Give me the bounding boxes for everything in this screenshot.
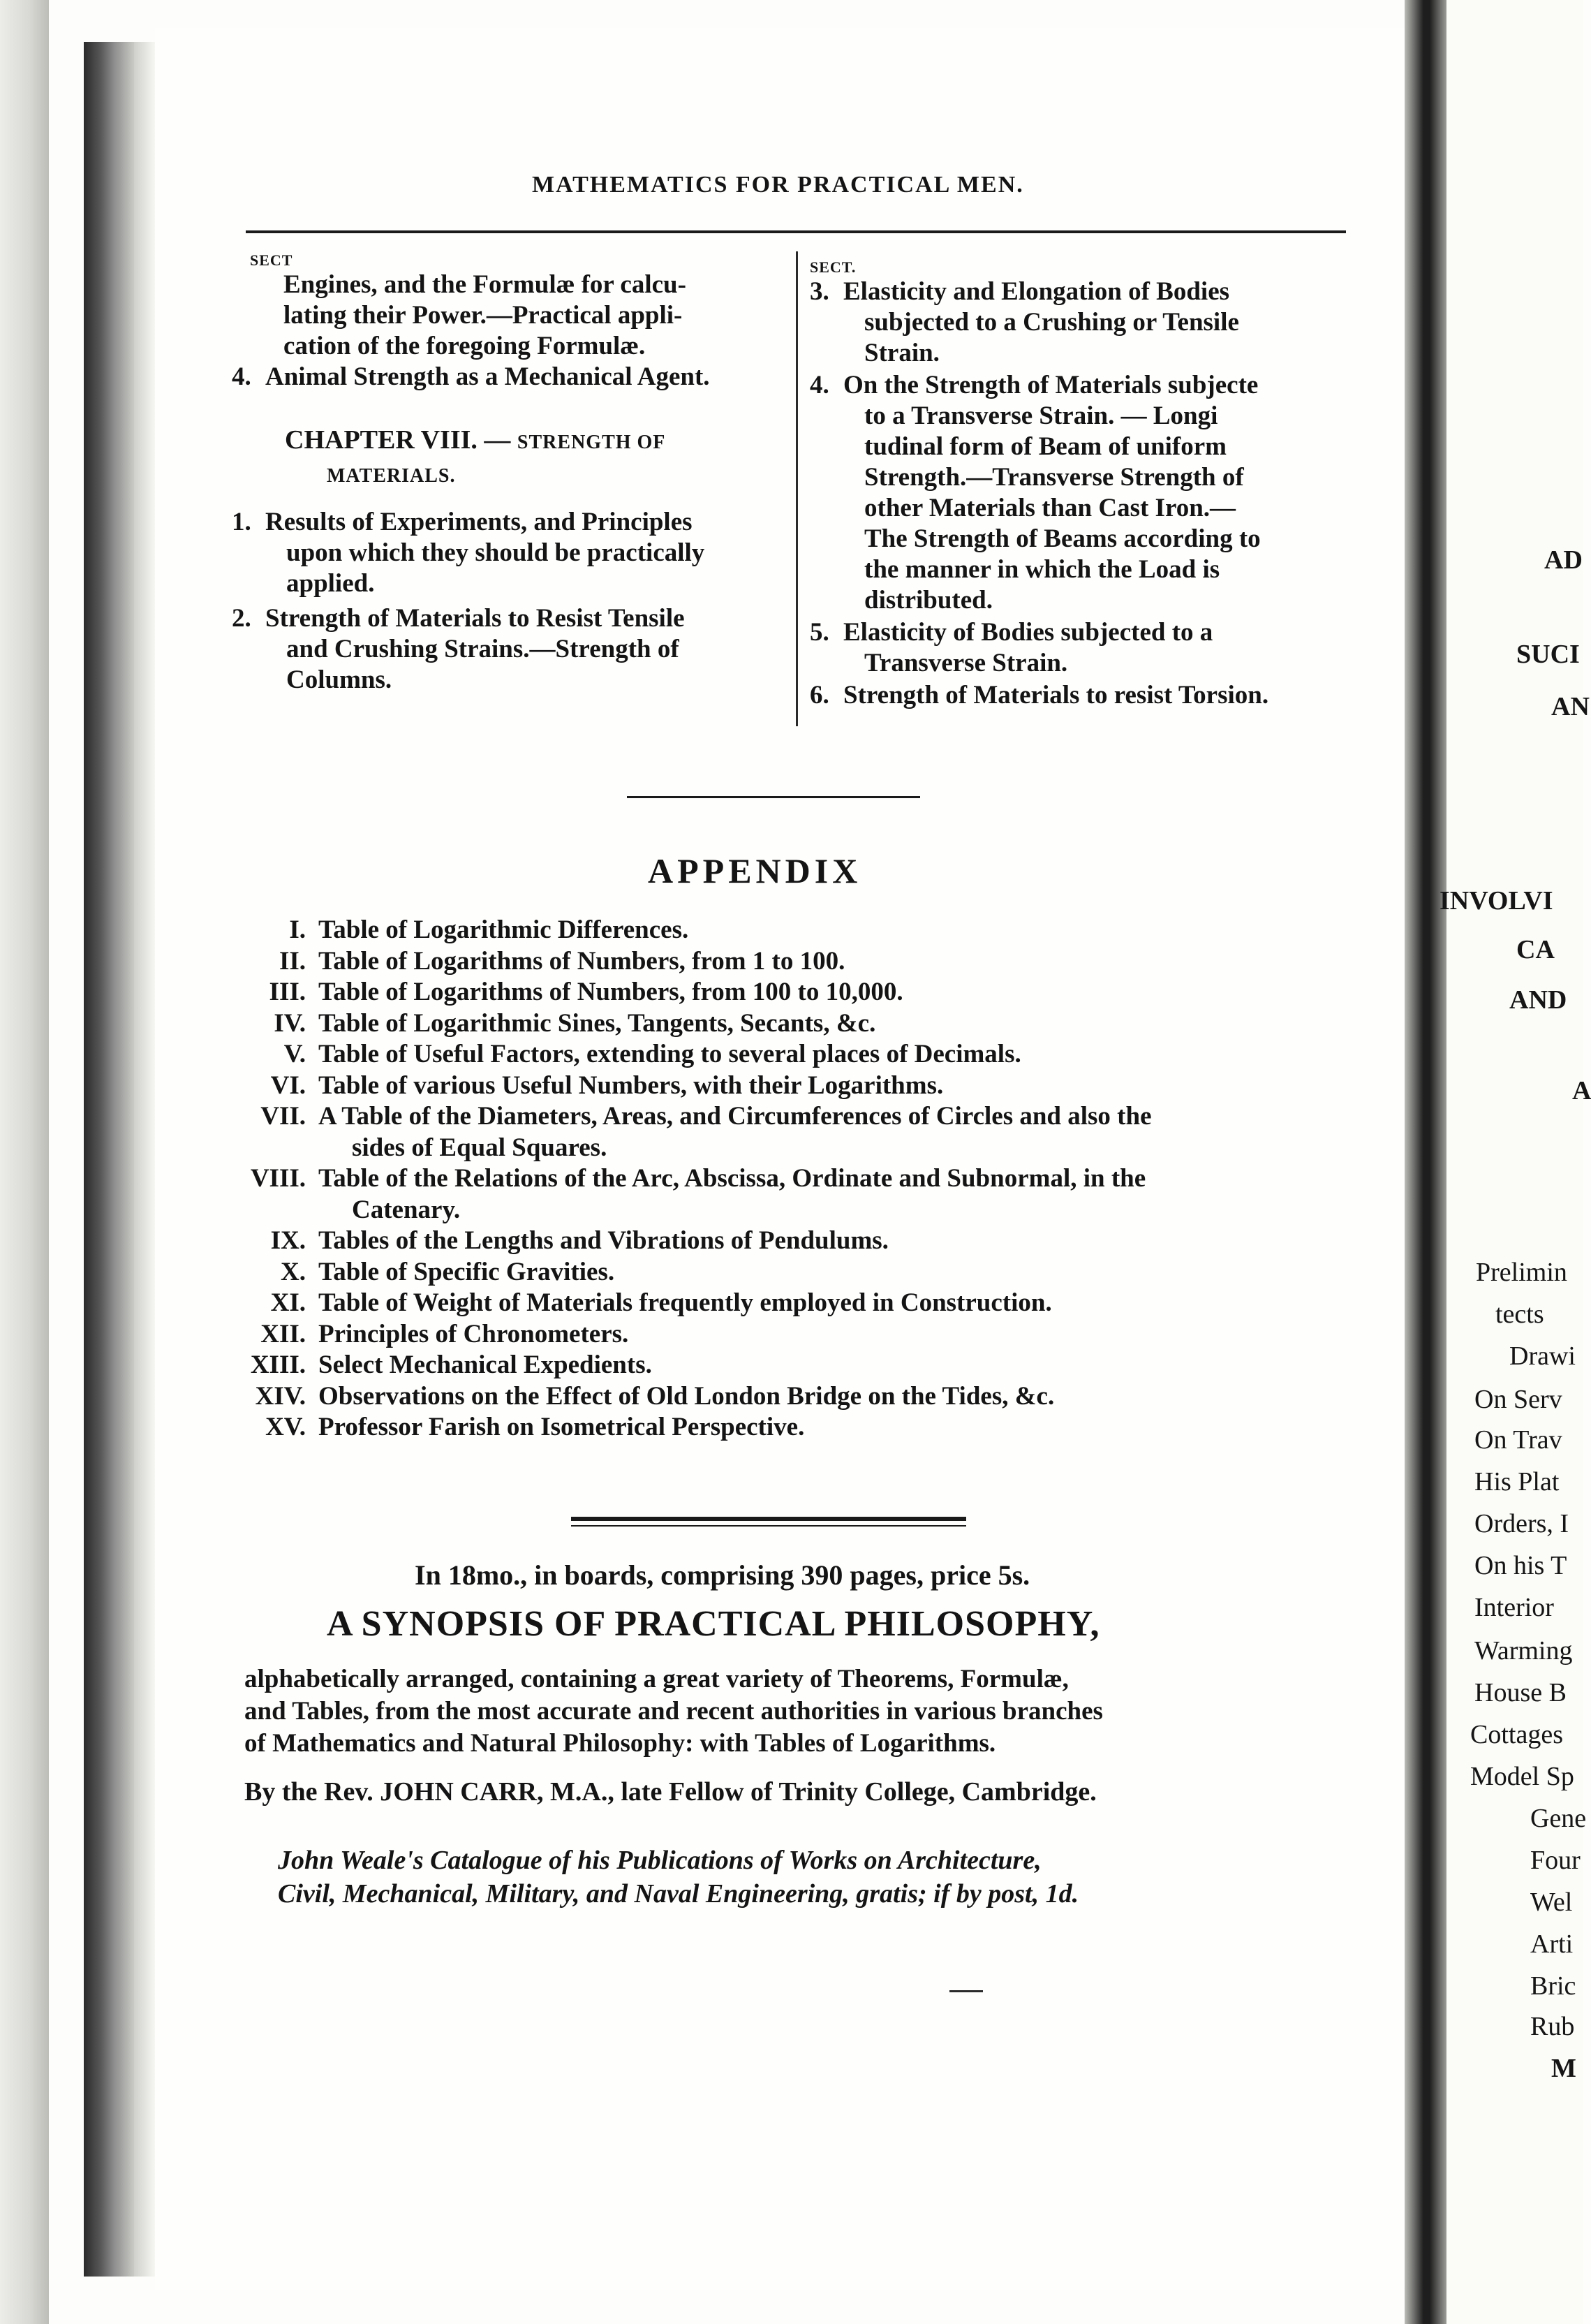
facing-page-text: AN — [1551, 692, 1590, 721]
double-rule-bottom — [571, 1525, 966, 1527]
facing-page-text: A — [1572, 1076, 1591, 1105]
catalogue-line: Civil, Mechanical, Military, and Naval Engineering, gratis; if by post, 1d. — [278, 1879, 1079, 1909]
toc-entry-line: applied. — [286, 569, 375, 598]
left-top-entries — [232, 270, 794, 392]
appendix-item-line: Table of Specific Gravities. — [318, 1257, 615, 1286]
toc-entry-line: Strength of Materials to Resist Tensile — [265, 604, 685, 633]
appendix-item-number: VIII. — [250, 1164, 306, 1193]
appendix-item-number: V. — [283, 1040, 306, 1068]
toc-entry — [810, 680, 1347, 711]
toc-entry-line: Elasticity of Bodies subjected to a — [843, 618, 1213, 647]
facing-page-text: On Serv — [1474, 1385, 1562, 1414]
toc-entry-line: and Crushing Strains.—Strength of — [286, 635, 679, 663]
appendix-item-number: VII. — [260, 1102, 306, 1131]
appendix-item — [223, 1101, 1354, 1163]
appendix-item-line: Select Mechanical Expedients. — [318, 1351, 652, 1379]
facing-page-text: Orders, I — [1474, 1509, 1569, 1538]
appendix-item — [223, 915, 1354, 946]
chapter-title-line2: MATERIALS. — [327, 465, 456, 487]
facing-page-text: Arti — [1530, 1929, 1574, 1959]
facing-page-text: Bric — [1530, 1971, 1576, 2001]
toc-entry-text — [265, 507, 794, 599]
toc-entry-number: 6. — [810, 681, 829, 709]
toc-entry-line: other Materials than Cast Iron.— — [864, 494, 1236, 522]
facing-page-text: His Plat — [1474, 1467, 1560, 1496]
toc-entry-line: Transverse Strain. — [864, 649, 1068, 677]
toc-entry-line: Elasticity and Elongation of Bodies — [843, 277, 1230, 306]
scan-margin — [0, 0, 49, 2324]
facing-page-text: On his T — [1474, 1551, 1567, 1580]
appendix-item-text — [318, 1008, 1354, 1040]
advert-description-line: of Mathematics and Natural Philosophy: with Tables of Logarithms. — [244, 1729, 996, 1758]
running-head: MATHEMATICS FOR PRACTICAL MEN. — [532, 172, 1024, 198]
appendix-item-number: XIV. — [255, 1381, 306, 1411]
chapter-number: CHAPTER VIII. — [285, 425, 478, 455]
appendix-item-text — [318, 977, 1354, 1008]
appendix-item-line: Table of the Relations of the Arc, Abscissa, Ordinate and Subnormal, in the — [318, 1164, 1146, 1193]
appendix-item-number: III. — [269, 978, 306, 1006]
sect-label-right: SECT. — [810, 258, 857, 276]
appendix-item-text — [318, 1226, 1354, 1257]
toc-entry-number: 2. — [232, 604, 251, 633]
toc-entry — [810, 370, 1347, 616]
toc-entry-line: Strength of Materials to resist Torsion. — [843, 681, 1269, 709]
toc-entry-text: Engines, and the Formulæ for calcu- — [283, 270, 686, 299]
appendix-item — [223, 1412, 1354, 1443]
toc-entry-line: distributed. — [864, 586, 993, 615]
toc-entry-text: Animal Strength as a Mechanical Agent. — [265, 362, 710, 391]
appendix-item-text — [318, 1288, 1354, 1319]
facing-page-text: Wel — [1530, 1888, 1573, 1917]
chapter-heading — [285, 425, 794, 492]
appendix-item — [223, 946, 1354, 978]
toc-entry-line: tudinal form of Beam of uniform — [864, 432, 1227, 461]
catalogue-notice — [278, 1844, 1339, 1911]
advert-format-line: In 18mo., in boards, comprising 390 pages, price 5s. — [415, 1559, 1030, 1591]
toc-entry-line: On the Strength of Materials subjecte — [843, 371, 1259, 399]
toc-entry-text — [843, 617, 1347, 679]
toc-entry — [232, 507, 794, 599]
appendix-item-line: Table of Useful Factors, extending to several places of Decimals. — [318, 1040, 1021, 1068]
facing-page-text: On Trav — [1474, 1425, 1562, 1455]
appendix-item-text — [318, 1350, 1354, 1381]
toc-entry-number: 1. — [232, 508, 251, 536]
toc-entry-number — [250, 331, 283, 362]
appendix-item — [223, 1071, 1354, 1102]
facing-page-text: Drawi — [1509, 1341, 1576, 1371]
toc-entry-text: cation of the foregoing Formulæ. — [283, 332, 646, 360]
toc-entry-line: the manner in which the Load is — [864, 555, 1220, 584]
section-rule — [627, 796, 920, 798]
advert-author: By the Rev. JOHN CARR, M.A., late Fellow of Trinity College, Cambridge. — [244, 1777, 1097, 1807]
appendix-item-number: IV. — [274, 1008, 306, 1038]
toc-entry-line: subjected to a Crushing or Tensile — [864, 308, 1239, 337]
appendix-item — [223, 1226, 1354, 1257]
appendix-item — [223, 977, 1354, 1008]
appendix-title: APPENDIX — [648, 851, 862, 890]
toc-entry — [250, 270, 794, 300]
toc-entry-line: upon which they should be practically — [286, 538, 705, 567]
small-dash-ornament — [949, 1990, 983, 1992]
column-divider — [796, 251, 798, 726]
appendix-item-number: XII. — [260, 1319, 306, 1348]
appendix-item-line: Table of Weight of Materials frequently employed in Construction. — [318, 1288, 1052, 1317]
appendix-item-text — [318, 1163, 1354, 1226]
facing-page-text: Model Sp — [1470, 1762, 1574, 1791]
toc-left-column — [232, 251, 794, 700]
appendix-list — [223, 915, 1354, 1443]
advert-description-line: and Tables, from the most accurate and recent authorities in various branches — [244, 1697, 1103, 1726]
facing-page-text: M — [1551, 2054, 1576, 2083]
toc-entry-number — [250, 300, 283, 331]
toc-entry — [232, 603, 794, 696]
toc-entry-number: 3. — [810, 277, 829, 306]
toc-entry — [810, 617, 1347, 679]
toc-entry — [232, 362, 794, 392]
toc-entry-text: lating their Power.—Practical appli- — [283, 301, 683, 330]
appendix-item-number: X. — [281, 1257, 306, 1286]
facing-page-text: Interior — [1474, 1593, 1554, 1622]
facing-page-text: Warming — [1474, 1636, 1573, 1665]
appendix-item-text — [318, 1039, 1354, 1071]
appendix-item-line: Table of various Useful Numbers, with their Logarithms. — [318, 1071, 944, 1100]
appendix-item-line: Principles of Chronometers. — [318, 1319, 629, 1348]
advert-description-line: alphabetically arranged, containing a great variety of Theorems, Formulæ, — [244, 1665, 1069, 1693]
advert-description — [244, 1663, 1333, 1760]
appendix-item-text — [318, 1071, 1354, 1102]
facing-page-text: Rub — [1530, 2012, 1575, 2041]
toc-entry-number: 4. — [232, 362, 251, 391]
facing-page-text: tects — [1495, 1300, 1544, 1329]
toc-entry — [250, 300, 794, 331]
appendix-item-text — [318, 1381, 1354, 1413]
appendix-item-text — [318, 1101, 1354, 1163]
appendix-item — [223, 1288, 1354, 1319]
book-spine-shadow — [84, 42, 134, 2277]
appendix-item — [223, 1008, 1354, 1040]
facing-page-text: SUCI — [1516, 640, 1580, 669]
appendix-item-line: Tables of the Lengths and Vibrations of Pendulums. — [318, 1226, 889, 1255]
facing-page-text: AND — [1509, 985, 1567, 1015]
appendix-item-number: XI. — [270, 1288, 306, 1317]
appendix-item-text — [318, 915, 1354, 946]
toc-entry-number — [250, 270, 283, 300]
facing-page-text: Cottages — [1470, 1720, 1563, 1749]
double-rule-top — [571, 1517, 966, 1521]
toc-entry-line: The Strength of Beams according to — [864, 524, 1261, 553]
header-rule — [246, 230, 1346, 233]
page-edge — [134, 42, 155, 2277]
facing-page-text: INVOLVI — [1440, 886, 1553, 915]
appendix-item — [223, 1039, 1354, 1071]
appendix-item-line: A Table of the Diameters, Areas, and Circumferences of Circles and also the — [318, 1102, 1152, 1131]
appendix-item-number: VI. — [270, 1071, 306, 1100]
toc-right-column — [810, 258, 1347, 712]
facing-page-text: CA — [1516, 935, 1555, 964]
toc-entry-number: 4. — [810, 371, 829, 399]
appendix-item-continuation: Catenary. — [352, 1195, 461, 1224]
appendix-item-number: XIII. — [250, 1351, 306, 1379]
appendix-item-line: Table of Logarithms of Numbers, from 1 to 100. — [318, 946, 845, 976]
appendix-item-number: IX. — [270, 1226, 306, 1255]
sect-label-left: SECT — [250, 251, 293, 269]
appendix-item-continuation: sides of Equal Squares. — [352, 1133, 607, 1162]
toc-entry-line: Strength.—Transverse Strength of — [864, 463, 1244, 492]
toc-entry-number: 5. — [810, 618, 829, 647]
toc-entry-text — [265, 603, 794, 696]
appendix-item-line: Table of Logarithmic Sines, Tangents, Secants, &c. — [318, 1008, 876, 1038]
chapter-dash: — — [477, 425, 517, 455]
facing-page-fragment — [1440, 0, 1591, 2324]
appendix-item — [223, 1350, 1354, 1381]
appendix-item-line: Observations on the Effect of Old London Bridge on the Tides, &c. — [318, 1381, 1055, 1411]
facing-page-text: Prelimin — [1476, 1258, 1567, 1287]
left-bottom-entries — [232, 507, 794, 696]
toc-entry-line: Strain. — [864, 339, 940, 367]
appendix-item-line: Table of Logarithmic Differences. — [318, 915, 689, 944]
advert-title: A SYNOPSIS OF PRACTICAL PHILOSOPHY, — [327, 1604, 1100, 1644]
appendix-item-line: Table of Logarithms of Numbers, from 100 to 10,000. — [318, 978, 903, 1006]
appendix-item-line: Professor Farish on Isometrical Perspective. — [318, 1413, 805, 1441]
appendix-item — [223, 1319, 1354, 1351]
appendix-item-number: II. — [279, 946, 306, 976]
appendix-item — [223, 1257, 1354, 1288]
facing-page-text: House B — [1474, 1678, 1567, 1707]
appendix-item-number: XV. — [265, 1413, 306, 1441]
chapter-title-line1: STRENGTH OF — [517, 432, 666, 453]
facing-page-text: Four — [1530, 1846, 1581, 1875]
toc-entry — [810, 277, 1347, 369]
catalogue-line: John Weale's Catalogue of his Publications of Works on Architecture, — [278, 1846, 1042, 1875]
appendix-item-number: I. — [289, 915, 306, 944]
toc-entry — [250, 331, 794, 362]
appendix-item-text — [318, 1257, 1354, 1288]
appendix-item-text — [318, 946, 1354, 978]
appendix-item-text — [318, 1412, 1354, 1443]
facing-page-text: AD — [1544, 545, 1583, 575]
center-gutter — [1405, 0, 1446, 2324]
facing-page-text: Gene — [1530, 1804, 1587, 1833]
toc-entry-text — [843, 370, 1347, 616]
right-entries — [810, 277, 1347, 711]
appendix-item-text — [318, 1319, 1354, 1351]
toc-entry-text — [843, 680, 1347, 711]
toc-entry-line: Columns. — [286, 665, 392, 694]
toc-entry-line: to a Transverse Strain. — Longi — [864, 402, 1218, 430]
toc-entry-line: Results of Experiments, and Principles — [265, 508, 693, 536]
appendix-item — [223, 1381, 1354, 1413]
appendix-item — [223, 1163, 1354, 1226]
toc-entry-text — [843, 277, 1347, 369]
